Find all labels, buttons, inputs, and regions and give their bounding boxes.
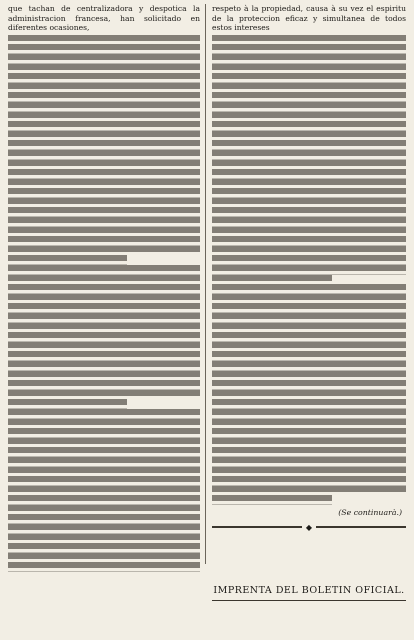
imprint-line: IMPRENTA DEL BOLETIN OFICIAL.: [213, 585, 405, 596]
text-line: [212, 428, 406, 438]
text-line: [212, 409, 406, 419]
text-line: [212, 342, 406, 352]
text-line: [212, 323, 406, 333]
left-column-first-line: que tachan de centralizadora y despotica la administracion francesa, han solicitado en diferentes ocasiones,: [8, 4, 200, 33]
text-line: [8, 361, 200, 371]
text-line: [8, 524, 200, 534]
text-line: [212, 332, 406, 342]
text-line: [8, 54, 200, 64]
text-line: [212, 313, 406, 323]
text-line: [8, 351, 200, 361]
text-line: [212, 35, 406, 45]
text-line: [8, 160, 200, 170]
text-line: [212, 467, 406, 477]
text-line: [8, 217, 200, 227]
text-line: [8, 371, 200, 381]
text-line: [8, 169, 200, 179]
text-line: [8, 44, 200, 54]
text-line: [212, 495, 332, 505]
right-column-first-line: respeto à la propiedad, causa à su vez el espiritu de la proteccion eficaz y simultanea de todos estos intereses: [212, 4, 406, 33]
text-line: [212, 102, 406, 112]
text-line: [212, 284, 406, 294]
text-line: [8, 428, 200, 438]
text-line: [8, 150, 200, 160]
text-line: [8, 64, 200, 74]
text-line: [8, 543, 200, 553]
text-line: [212, 121, 406, 131]
text-line: [212, 140, 406, 150]
text-line: [212, 54, 406, 64]
text-line: [8, 275, 200, 285]
text-line: [212, 73, 406, 83]
left-column-text-texture: [8, 35, 200, 572]
text-line: [8, 294, 200, 304]
text-line: [8, 447, 200, 457]
text-line: [8, 409, 200, 419]
text-line: [212, 486, 406, 496]
text-line: [8, 467, 200, 477]
right-column: [212, 4, 406, 517]
text-line: [8, 121, 200, 131]
text-line: [212, 131, 406, 141]
text-line: [212, 476, 406, 486]
text-line: [8, 246, 200, 256]
text-line: [8, 399, 127, 409]
text-line: [8, 476, 200, 486]
text-line: [212, 275, 332, 285]
text-line: [212, 44, 406, 54]
text-line: [8, 553, 200, 563]
text-line: [212, 112, 406, 122]
text-line: [212, 160, 406, 170]
text-line: [8, 112, 200, 122]
text-line: [8, 438, 200, 448]
text-line: [8, 505, 200, 515]
text-line: [212, 188, 406, 198]
text-line: [8, 332, 200, 342]
text-line: [8, 457, 200, 467]
text-line: [212, 438, 406, 448]
text-line: [212, 457, 406, 467]
text-line: [212, 169, 406, 179]
text-line: [8, 83, 200, 93]
text-line: [8, 284, 200, 294]
text-line: [8, 92, 200, 102]
text-line: [212, 179, 406, 189]
text-line: [212, 380, 406, 390]
text-line: [212, 371, 406, 381]
text-line: [212, 236, 406, 246]
text-line: [8, 514, 200, 524]
text-line: [8, 73, 200, 83]
text-line: [8, 255, 127, 265]
left-column: [8, 4, 200, 572]
text-line: [212, 64, 406, 74]
text-line: [8, 102, 200, 112]
ornament-icon: ◆: [305, 522, 313, 532]
text-line: [8, 534, 200, 544]
text-line: [212, 265, 406, 275]
text-line: [212, 361, 406, 371]
text-line: [212, 399, 406, 409]
text-line: [212, 447, 406, 457]
text-line: [8, 313, 200, 323]
text-line: [212, 92, 406, 102]
text-line: [8, 198, 200, 208]
text-line: [8, 227, 200, 237]
text-line: [212, 246, 406, 256]
text-line: [212, 207, 406, 217]
text-line: [212, 303, 406, 313]
text-line: [8, 188, 200, 198]
text-line: [8, 179, 200, 189]
text-line: [8, 265, 200, 275]
text-line: [212, 227, 406, 237]
text-line: [8, 495, 200, 505]
text-line: [212, 294, 406, 304]
text-line: [8, 303, 200, 313]
text-line: [212, 419, 406, 429]
text-line: [8, 419, 200, 429]
text-line: [8, 486, 200, 496]
column-divider: [205, 4, 206, 564]
text-line: [8, 207, 200, 217]
text-line: [212, 351, 406, 361]
text-line: [8, 131, 200, 141]
imprint-rule: [212, 600, 406, 601]
text-line: [212, 198, 406, 208]
text-line: [212, 390, 406, 400]
text-line: [8, 380, 200, 390]
text-line: [8, 236, 200, 246]
text-line: [8, 140, 200, 150]
text-line: [8, 342, 200, 352]
continued-note: (Se continuarà.): [338, 507, 402, 517]
section-ornament: [212, 522, 406, 532]
text-line: [212, 217, 406, 227]
text-line: [8, 323, 200, 333]
text-line: [212, 255, 406, 265]
text-line: [212, 150, 406, 160]
right-column-text-texture: [212, 35, 406, 505]
text-line: [8, 35, 200, 45]
text-line: [8, 390, 200, 400]
text-line: [212, 83, 406, 93]
text-line: [8, 562, 200, 572]
